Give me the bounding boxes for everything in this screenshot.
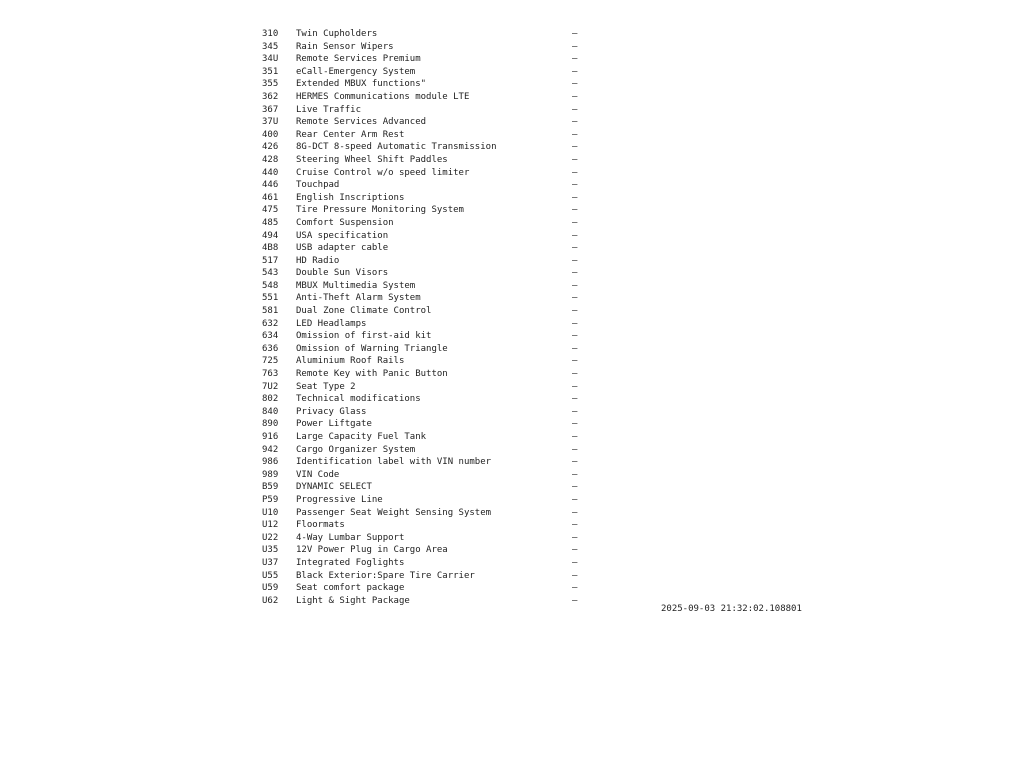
option-value: — — [572, 66, 578, 77]
option-code: 763 — [262, 369, 279, 380]
option-value: — — [572, 104, 578, 115]
option-row — [262, 456, 592, 469]
option-description: DYNAMIC SELECT — [296, 482, 372, 493]
option-code: 400 — [262, 129, 279, 140]
option-row — [262, 141, 592, 154]
option-description: Light & Sight Package — [296, 595, 410, 606]
option-code: U62 — [262, 595, 279, 606]
option-description: English Inscriptions — [296, 192, 405, 203]
option-code: 345 — [262, 41, 279, 52]
option-description: Passenger Seat Weight Sensing System — [296, 507, 492, 518]
option-row — [262, 104, 592, 117]
option-value: — — [572, 381, 578, 392]
option-value: — — [572, 482, 578, 493]
option-row — [262, 217, 592, 230]
option-value: — — [572, 356, 578, 367]
option-description: Rain Sensor Wipers — [296, 41, 394, 52]
option-description: Live Traffic — [296, 104, 362, 115]
option-value: — — [572, 293, 578, 304]
option-value: — — [572, 217, 578, 228]
option-code: 548 — [262, 280, 279, 291]
option-description: Omission of Warning Triangle — [296, 343, 448, 354]
option-description: MBUX Multimedia System — [296, 280, 416, 291]
option-code: 517 — [262, 255, 279, 266]
option-description: Technical modifications — [296, 394, 421, 405]
option-code: 942 — [262, 444, 279, 455]
option-row — [262, 305, 592, 318]
option-code: 634 — [262, 331, 279, 342]
option-code: 986 — [262, 457, 279, 468]
option-value: — — [572, 205, 578, 216]
option-row — [262, 494, 592, 507]
option-row — [262, 507, 592, 520]
option-description: HERMES Communications module LTE — [296, 91, 470, 102]
option-code: 310 — [262, 29, 279, 39]
option-row — [262, 544, 592, 557]
option-row — [262, 53, 592, 66]
option-description: Identification label with VIN number — [296, 457, 492, 468]
option-row — [262, 91, 592, 104]
option-value: — — [572, 343, 578, 354]
option-code: 636 — [262, 343, 279, 354]
option-value: — — [572, 520, 578, 531]
option-value: — — [572, 318, 578, 329]
option-value: — — [572, 117, 578, 128]
option-value: — — [572, 167, 578, 178]
option-code: U35 — [262, 545, 279, 556]
option-description: USA specification — [296, 230, 389, 241]
option-value: — — [572, 570, 578, 581]
option-code: 37U — [262, 117, 279, 128]
option-description: HD Radio — [296, 255, 340, 266]
option-code: 543 — [262, 268, 279, 279]
option-code: 428 — [262, 154, 279, 165]
option-description: Anti-Theft Alarm System — [296, 293, 421, 304]
option-code: 725 — [262, 356, 279, 367]
option-code: 485 — [262, 217, 279, 228]
option-row — [262, 532, 592, 545]
option-value: — — [572, 557, 578, 568]
option-code: P59 — [262, 494, 279, 505]
option-row — [262, 595, 592, 608]
option-description: Omission of first-aid kit — [296, 331, 432, 342]
option-description: 12V Power Plug in Cargo Area — [296, 545, 448, 556]
option-description: Floormats — [296, 520, 345, 531]
option-value: — — [572, 142, 578, 153]
option-value: — — [572, 532, 578, 543]
option-description: Integrated Foglights — [296, 557, 405, 568]
option-row — [262, 204, 592, 217]
option-description: Twin Cupholders — [296, 29, 378, 39]
option-value: — — [572, 192, 578, 203]
option-row — [262, 292, 592, 305]
option-code: 34U — [262, 54, 279, 65]
option-code: U37 — [262, 557, 279, 568]
option-row — [262, 381, 592, 394]
timestamp: 2025-09-03 21:32:02.108801 — [661, 604, 802, 614]
option-value: — — [572, 494, 578, 505]
option-row — [262, 343, 592, 356]
option-row — [262, 255, 592, 268]
option-description: LED Headlamps — [296, 318, 367, 329]
option-row — [262, 179, 592, 192]
option-row — [262, 28, 592, 41]
option-row — [262, 318, 592, 331]
option-row — [262, 78, 592, 91]
option-description: USB adapter cable — [296, 243, 389, 254]
option-description: Remote Key with Panic Button — [296, 369, 448, 380]
option-value: — — [572, 394, 578, 405]
option-value: — — [572, 469, 578, 480]
option-code: 840 — [262, 406, 279, 417]
option-row — [262, 570, 592, 583]
option-description: Steering Wheel Shift Paddles — [296, 154, 448, 165]
option-description: VIN Code — [296, 469, 340, 480]
option-row — [262, 330, 592, 343]
option-value: — — [572, 268, 578, 279]
option-code: 362 — [262, 91, 279, 102]
option-code: 802 — [262, 394, 279, 405]
option-code: 916 — [262, 432, 279, 442]
option-value: — — [572, 255, 578, 266]
option-row — [262, 481, 592, 494]
option-row — [262, 444, 592, 457]
option-row — [262, 129, 592, 142]
option-code: U59 — [262, 583, 279, 594]
option-value: — — [572, 129, 578, 140]
option-value: — — [572, 41, 578, 52]
option-row — [262, 393, 592, 406]
option-row — [262, 154, 592, 167]
option-row — [262, 431, 592, 444]
option-code-list — [262, 28, 592, 607]
option-row — [262, 368, 592, 381]
option-row — [262, 280, 592, 293]
option-value: — — [572, 306, 578, 317]
option-description: Seat Type 2 — [296, 381, 356, 392]
option-description: Remote Services Premium — [296, 54, 421, 65]
option-row — [262, 242, 592, 255]
option-value: — — [572, 583, 578, 594]
option-value: — — [572, 29, 578, 39]
option-row — [262, 406, 592, 419]
option-row — [262, 230, 592, 243]
option-description: Cargo Organizer System — [296, 444, 416, 455]
option-description: 8G-DCT 8-speed Automatic Transmission — [296, 142, 497, 153]
option-code: U12 — [262, 520, 279, 531]
option-value: — — [572, 457, 578, 468]
option-code: 989 — [262, 469, 279, 480]
option-value: — — [572, 331, 578, 342]
option-description: Privacy Glass — [296, 406, 367, 417]
option-description: Remote Services Advanced — [296, 117, 427, 128]
option-description: 4-Way Lumbar Support — [296, 532, 405, 543]
option-code: 494 — [262, 230, 279, 241]
option-code: U22 — [262, 532, 279, 543]
option-value: — — [572, 230, 578, 241]
option-code: 440 — [262, 167, 279, 178]
option-value: — — [572, 406, 578, 417]
option-row — [262, 355, 592, 368]
option-code: 351 — [262, 66, 279, 77]
option-value: — — [572, 369, 578, 380]
option-code: 7U2 — [262, 381, 279, 392]
option-value: — — [572, 243, 578, 254]
option-code: 446 — [262, 180, 279, 191]
option-code: 367 — [262, 104, 279, 115]
option-value: — — [572, 154, 578, 165]
option-description: Seat comfort package — [296, 583, 405, 594]
option-code: 355 — [262, 79, 279, 90]
option-value: — — [572, 54, 578, 65]
option-description: Dual Zone Climate Control — [296, 306, 432, 317]
option-description: Double Sun Visors — [296, 268, 389, 279]
option-row — [262, 469, 592, 482]
option-row — [262, 519, 592, 532]
option-value: — — [572, 180, 578, 191]
option-value: — — [572, 79, 578, 90]
option-description: Tire Pressure Monitoring System — [296, 205, 464, 216]
option-code: 475 — [262, 205, 279, 216]
option-description: Rear Center Arm Rest — [296, 129, 405, 140]
option-description: Black Exterior:Spare Tire Carrier — [296, 570, 475, 581]
option-row — [262, 192, 592, 205]
option-value: — — [572, 91, 578, 102]
option-description: Cruise Control w/o speed limiter — [296, 167, 470, 178]
option-description: Comfort Suspension — [296, 217, 394, 228]
option-code: 581 — [262, 306, 279, 317]
option-code: 461 — [262, 192, 279, 203]
option-code: U55 — [262, 570, 279, 581]
option-row — [262, 66, 592, 79]
option-row — [262, 116, 592, 129]
option-value: — — [572, 507, 578, 518]
option-description: eCall-Emergency System — [296, 66, 416, 77]
option-code: U10 — [262, 507, 279, 518]
option-description: Progressive Line — [296, 494, 383, 505]
option-value: — — [572, 595, 578, 606]
option-description: Aluminium Roof Rails — [296, 356, 405, 367]
option-row — [262, 167, 592, 180]
option-row — [262, 267, 592, 280]
option-code: 551 — [262, 293, 279, 304]
option-code: 4B8 — [262, 243, 279, 254]
option-row — [262, 418, 592, 431]
option-code: 426 — [262, 142, 279, 153]
option-row — [262, 557, 592, 570]
option-value: — — [572, 444, 578, 455]
option-value: — — [572, 545, 578, 556]
option-description: Power Liftgate — [296, 419, 372, 430]
option-description: Large Capacity Fuel Tank — [296, 432, 427, 442]
option-description: Touchpad — [296, 180, 340, 191]
option-row — [262, 582, 592, 595]
option-code: 632 — [262, 318, 279, 329]
option-code: B59 — [262, 482, 279, 493]
option-value: — — [572, 280, 578, 291]
option-value: — — [572, 432, 578, 442]
option-value: — — [572, 419, 578, 430]
option-description: Extended MBUX functions" — [296, 79, 427, 90]
option-row — [262, 41, 592, 54]
option-code: 890 — [262, 419, 279, 430]
